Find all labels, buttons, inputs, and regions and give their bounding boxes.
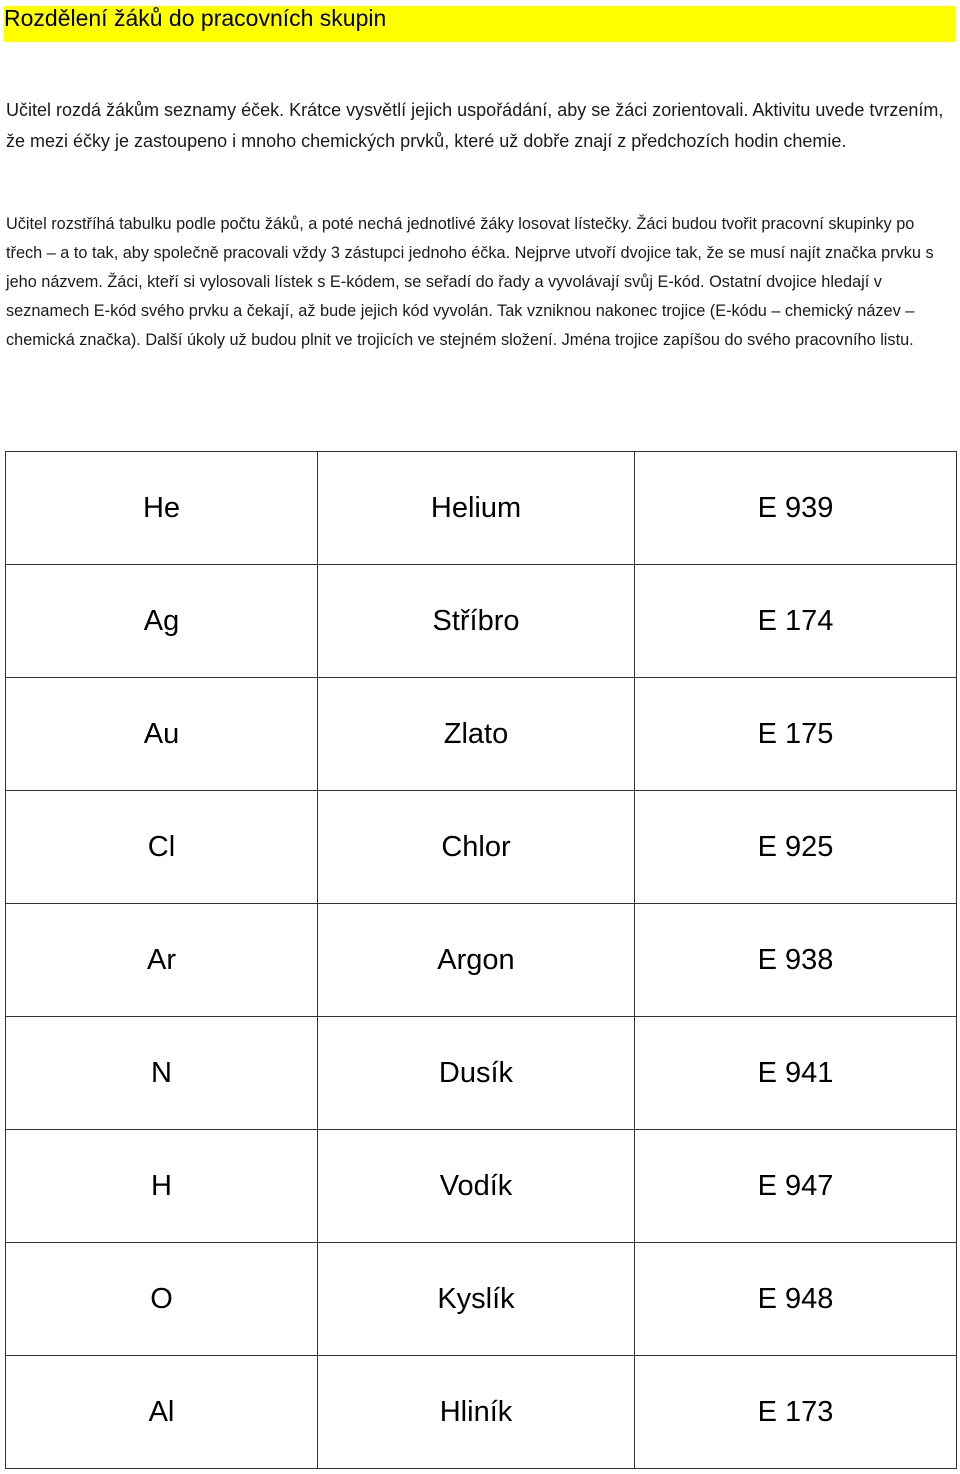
table-row [6,678,957,791]
element-symbol-cell: Ag [6,565,318,678]
intro-paragraph-2: Učitel rozstříhá tabulku podle počtu žáků, a poté nechá jednotlivé žáky losovat lístečky. Žáci budou tvořit pracovní skupinky po třech – a to tak, aby společně pracovali vždy 3 zástupci jednoho éčka. Nejprve utvoří dvojice tak, že se musí najít značka prvku s jeho názvem. Žáci, kteří si vylosovali lístek s E-kódem, se seřadí do řady a vyvolávají svůj E-kód. Ostatní dvojice hledají v seznamech E-kód svého prvku a čekají, až bude jejich kód vyvolán. Tak vzniknou nakonec trojice (E-kódu – chemický název – chemická značka). Další úkoly už budou plnit ve trojicích ve stejném složení. Jména trojice zapíšou do svého pracovního listu. [6,215,934,349]
element-symbol-cell: Ar [6,904,318,1017]
table-row [6,791,957,904]
element-cards-table [5,451,957,1469]
intro-paragraph-1: Učitel rozdá žákům seznamy éček. Krátce vysvětlí jejich uspořádání, aby se žáci zorientovali. Aktivitu uvede tvrzením, že mezi éčky je zastoupeno i mnoho chemických prvků, které už dobře znají z předchozích hodin chemie. [6,100,944,151]
table-row [6,565,957,678]
e-code-cell: E 173 [635,1356,957,1469]
table-row [6,1356,957,1469]
page-title: Rozdělení žáků do pracovních skupin [4,5,387,31]
element-symbol-cell: Au [6,678,318,791]
element-symbol-cell: N [6,1017,318,1130]
element-name-cell: Dusík [318,1017,635,1130]
table-row [6,1130,957,1243]
e-code-cell: E 941 [635,1017,957,1130]
element-name-cell: Stříbro [318,565,635,678]
e-code-cell: E 938 [635,904,957,1017]
table-row [6,1017,957,1130]
table-row [6,904,957,1017]
element-name-cell: Vodík [318,1130,635,1243]
element-symbol-cell: H [6,1130,318,1243]
e-code-cell: E 174 [635,565,957,678]
element-name-cell: Helium [318,452,635,565]
e-code-cell: E 947 [635,1130,957,1243]
element-name-cell: Kyslík [318,1243,635,1356]
element-symbol-cell: O [6,1243,318,1356]
element-symbol-cell: Cl [6,791,318,904]
e-code-cell: E 175 [635,678,957,791]
e-code-cell: E 948 [635,1243,957,1356]
table-row [6,1243,957,1356]
element-name-cell: Hliník [318,1356,635,1469]
e-code-cell: E 939 [635,452,957,565]
element-name-cell: Chlor [318,791,635,904]
element-name-cell: Argon [318,904,635,1017]
element-symbol-cell: He [6,452,318,565]
element-symbol-cell: Al [6,1356,318,1469]
table-row [6,452,957,565]
element-name-cell: Zlato [318,678,635,791]
e-code-cell: E 925 [635,791,957,904]
